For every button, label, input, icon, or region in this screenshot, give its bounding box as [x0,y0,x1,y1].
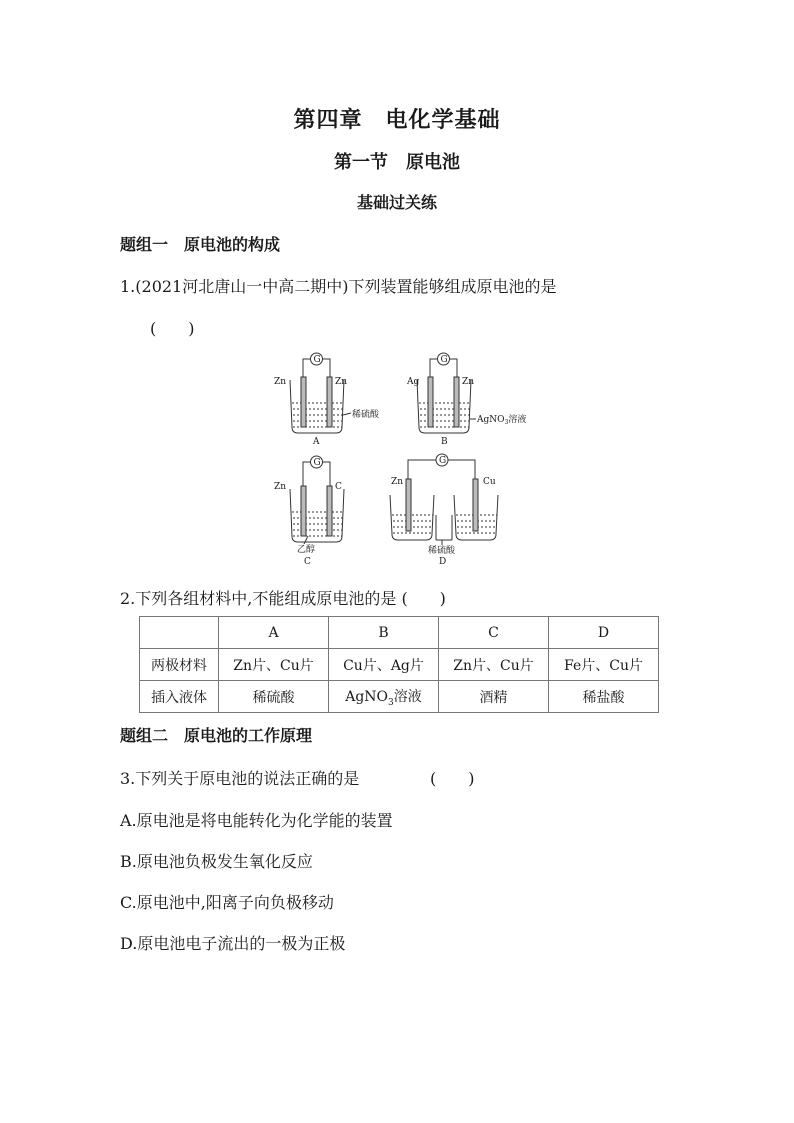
table-row-label: 插入液体 [140,681,219,713]
meter-a-label: G [313,355,321,365]
table-cell: Fe片、Cu片 [549,649,659,681]
setup-a [288,353,351,462]
meter-c-label: G [313,458,321,468]
setup-a-right-electrode: Zn [335,377,348,387]
question-3-option-b: B.原电池负极发生氧化反应 [120,852,313,871]
setup-c-left-electrode: Zn [274,482,287,492]
question-3-option-a: A.原电池是将电能转化为化学能的装置 [120,811,393,830]
section-title: 第一节 原电池 [334,152,460,173]
table-cell [329,681,439,713]
question-1-answer-blank: ( ) [150,319,195,338]
setup-b-solution: AgNO$_3$溶液 [477,415,527,426]
setup-d-label: D [439,557,447,567]
exercise-subtitle: 基础过关练 [356,193,437,212]
question-3-text: 3.下列关于原电池的说法正确的是 [120,769,360,788]
table-row [140,649,659,681]
question-2-text: 2.下列各组材料中,不能组成原电池的是 ( ) [120,589,446,608]
group2-heading: 题组二 原电池的工作原理 [120,726,313,745]
question-3-answer-blank: ( ) [430,769,475,788]
setup-c-right-electrode: C [335,482,342,492]
question-3-option-d: D.原电池电子流出的一极为正极 [120,934,346,953]
table-row-label: 两极材料 [140,649,219,681]
chapter-title: 第四章 电化学基础 [293,108,501,133]
table-header-cell: B [329,617,439,649]
setup-d-left-electrode: Zn [391,477,404,487]
setup-d [390,454,498,545]
group1-heading: 题组一 原电池的构成 [120,235,281,254]
meter-b-label: G [440,355,448,365]
table-header-cell: A [219,617,329,649]
table-cell: Zn片、Cu片 [439,649,549,681]
setup-b-right-electrode: Zn [462,377,475,387]
setup-c [290,456,344,544]
table-row [140,681,659,713]
table-cell: 酒精 [439,681,549,713]
table-cell: Zn片、Cu片 [219,649,329,681]
setup-c-label: C [304,557,311,567]
setup-b-left-electrode: Ag [407,377,420,387]
question-1-text: 1.(2021河北唐山一中高二期中)下列装置能够组成原电池的是 [120,277,557,296]
table-cell: Cu片、Ag片 [329,649,439,681]
setup-c-solution: 乙醇 [297,545,316,555]
setup-a-solution: 稀硫酸 [352,410,380,420]
table-cell-suffix: 溶液 [393,688,422,705]
setup-b [417,353,476,433]
table-cell: 稀硫酸 [219,681,329,713]
materials-table [139,616,659,713]
table-header-cell: D [549,617,659,649]
setup-b-label: B [441,437,448,447]
setup-d-solution: 稀硫酸 [428,546,456,556]
setup-a-label: A [313,437,320,447]
setup-d-right-electrode: Cu [483,477,496,487]
question-3-option-c: C.原电池中,阳离子向负极移动 [120,893,334,912]
galvanic-cells-figure [268,347,528,572]
table-header-cell [140,617,219,649]
setup-a-left-electrode: Zn [274,377,287,387]
table-cell-formula: AgNO [345,688,389,705]
table-header-cell: C [439,617,549,649]
table-cell-subscript: 3 [388,697,394,708]
table-header-row [140,617,659,649]
meter-d-label: G [439,456,447,466]
table-cell: 稀盐酸 [549,681,659,713]
